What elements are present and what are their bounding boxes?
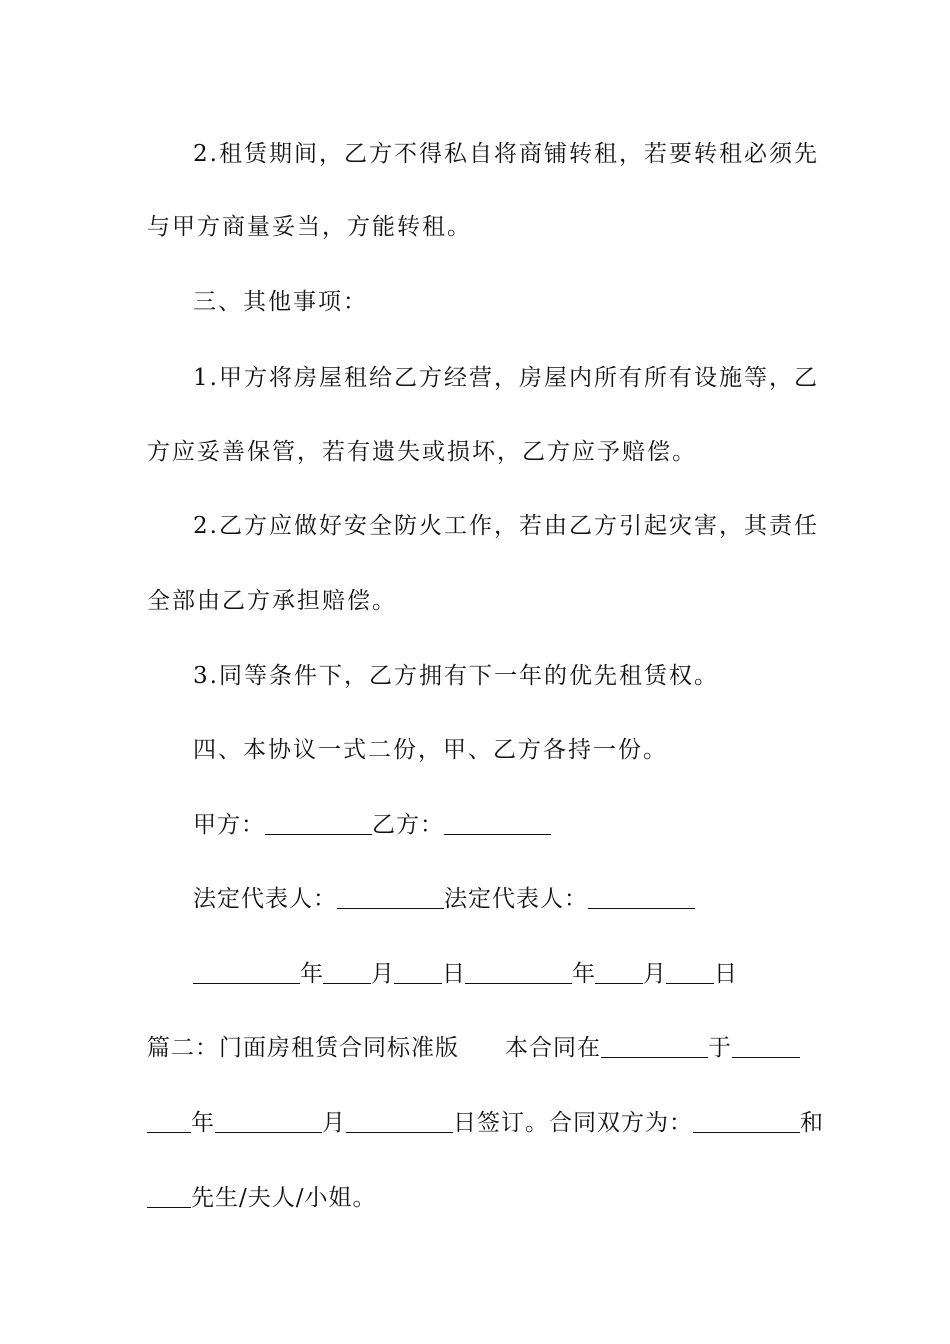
chapter-two-line: [147, 1033, 807, 1063]
section-line: 四、本协议一式二份，甲、乙方各持一份。: [193, 737, 668, 763]
paragraph-line: 2.乙方应做好安全防火工作，若由乙方引起灾害，其责任: [193, 513, 819, 539]
month-label: 月: [371, 961, 394, 987]
paragraph-line: 2.租赁期间，乙方不得私自将商铺转租，若要转租必须先: [193, 141, 819, 167]
day-label: 日: [714, 961, 737, 987]
date-line: [193, 959, 807, 989]
contract-intro-a: 本合同在: [505, 1035, 601, 1061]
section-heading: 三、其他事项：: [193, 289, 368, 315]
legal-rep-b-blank: [588, 886, 695, 909]
party-a-label: 甲方：: [193, 812, 265, 838]
sign-month-label: 月: [322, 1110, 346, 1136]
location-blank: [601, 1035, 708, 1058]
year-label: 年: [572, 961, 595, 987]
year-label: 年: [300, 961, 323, 987]
paragraph-line: 方应妥善保管，若有遗失或损坏，乙方应予赔偿。: [147, 439, 697, 465]
month-blank: [215, 1110, 322, 1133]
sign-date-line: [147, 1108, 824, 1138]
month-blank: [323, 961, 371, 984]
and-text: 和: [800, 1110, 824, 1136]
day-blank: [394, 961, 442, 984]
paragraph-line: 3.同等条件下，乙方拥有下一年的优先租赁权。: [193, 663, 719, 689]
paragraph-line: 全部由乙方承担赔偿。: [147, 588, 397, 614]
honorific-line: [147, 1183, 807, 1213]
contract-intro-b: 于: [708, 1035, 732, 1061]
name-blank: [147, 1185, 191, 1208]
sign-year-label: 年: [191, 1110, 215, 1136]
paragraph-line: 1.甲方将房屋租给乙方经营，房屋内所有所有设施等，乙: [193, 365, 819, 391]
day-blank: [346, 1110, 453, 1133]
sign-day-text: 日签订。合同双方为：: [453, 1110, 693, 1136]
chapter-title: 篇二：门面房租赁合同标准版: [147, 1035, 459, 1061]
day-label: 日: [442, 961, 465, 987]
legal-rep-label-a: 法定代表人：: [193, 886, 337, 912]
date-blank-start: [732, 1035, 800, 1058]
year-blank: [147, 1110, 191, 1133]
month-label: 月: [643, 961, 666, 987]
legal-rep-line: [193, 884, 807, 914]
party-a-blank: [265, 812, 372, 835]
legal-rep-a-blank: [337, 886, 444, 909]
party-b-label: 乙方：: [372, 812, 444, 838]
year-blank: [193, 961, 300, 984]
year-blank: [465, 961, 572, 984]
legal-rep-label-b: 法定代表人：: [444, 886, 588, 912]
paragraph-line: 与甲方商量妥当，方能转租。: [147, 214, 472, 240]
party-blank: [693, 1110, 800, 1133]
month-blank: [595, 961, 643, 984]
party-b-blank: [444, 812, 551, 835]
day-blank: [666, 961, 714, 984]
signature-party-line: [193, 810, 807, 840]
honorific-text: 先生/夫人/小姐。: [191, 1185, 377, 1211]
